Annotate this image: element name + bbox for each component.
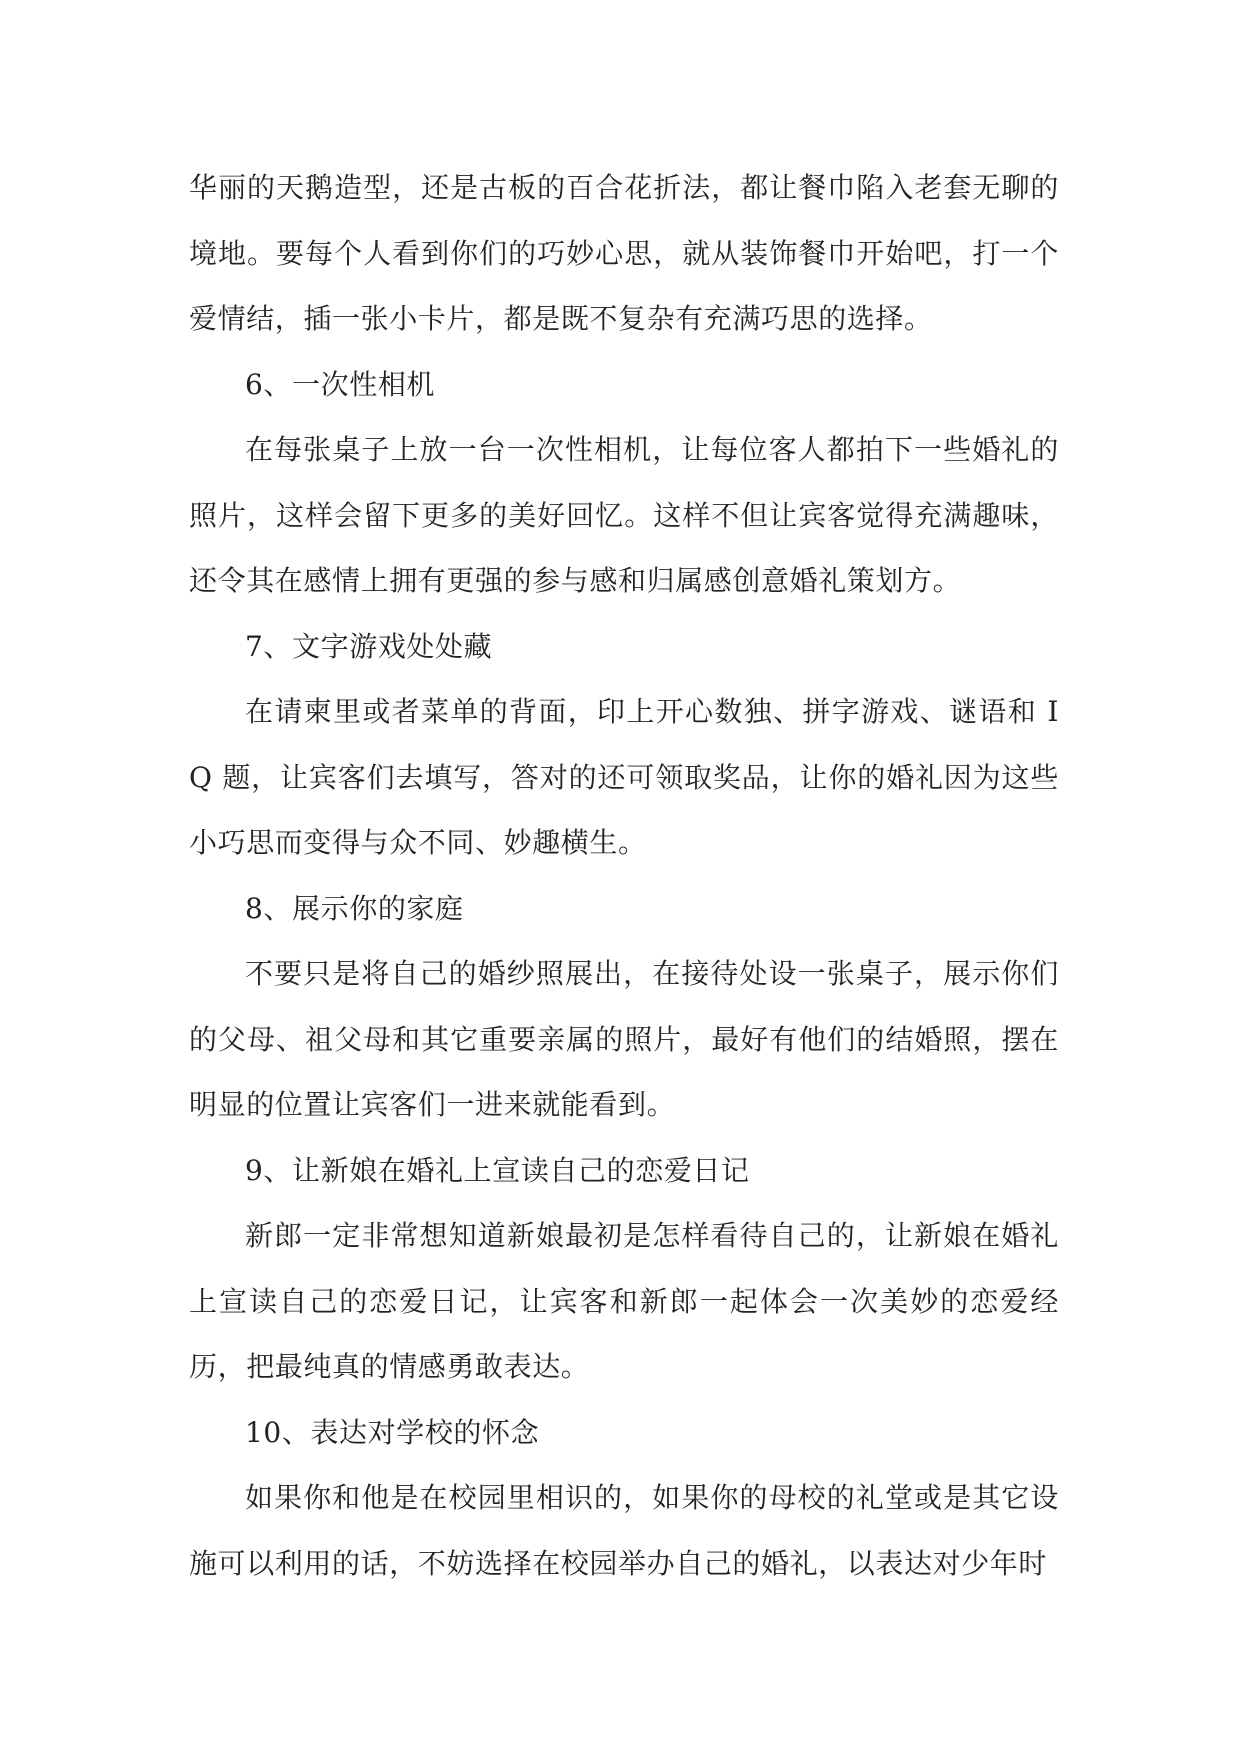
paragraph-disposable-camera: 在每张桌子上放一台一次性相机，让每位客人都拍下一些婚礼的照片，这样会留下更多的美好回忆。这样不但让宾客觉得充满趣味，还令其在感情上拥有更强的参与感和归属感创意婚礼策划方。 (189, 433, 1059, 597)
section-heading-7: 7、文字游戏处处藏 (245, 629, 493, 663)
paragraph-family-display: 不要只是将自己的婚纱照展出，在接待处设一张桌子，展示你们的父母、祖父母和其它重要亲属的照片，最好有他们的结婚照，摆在明显的位置让宾客们一进来就能看到。 (189, 957, 1059, 1121)
section-heading-8: 8、展示你的家庭 (245, 891, 464, 925)
section-heading-6: 6、一次性相机 (245, 367, 436, 401)
section-heading-9: 9、让新娘在婚礼上宣读自己的恋爱日记 (245, 1153, 750, 1187)
section-heading-10: 10、表达对学校的怀念 (245, 1415, 540, 1449)
paragraph-love-diary: 新郎一定非常想知道新娘最初是怎样看待自己的，让新娘在婚礼上宣读自己的恋爱日记，让宾客和新郎一起体会一次美妙的恋爱经历，把最纯真的情感勇敢表达。 (189, 1219, 1059, 1383)
document-body (189, 155, 1059, 1596)
paragraph-school-memory: 如果你和他是在校园里相识的，如果你的母校的礼堂或是其它设施可以利用的话，不妨选择在校园举办自己的婚礼，以表达对少年时 (189, 1481, 1059, 1580)
paragraph-word-games: 在请柬里或者菜单的背面，印上开心数独、拼字游戏、谜语和 IQ 题，让宾客们去填写，答对的还可领取奖品，让你的婚礼因为这些小巧思而变得与众不同、妙趣横生。 (189, 695, 1059, 859)
paragraph-napkin-decoration: 华丽的天鹅造型，还是古板的百合花折法，都让餐巾陷入老套无聊的境地。要每个人看到你们的巧妙心思，就从装饰餐巾开始吧，打一个爱情结，插一张小卡片，都是既不复杂有充满巧思的选择。 (189, 171, 1059, 335)
